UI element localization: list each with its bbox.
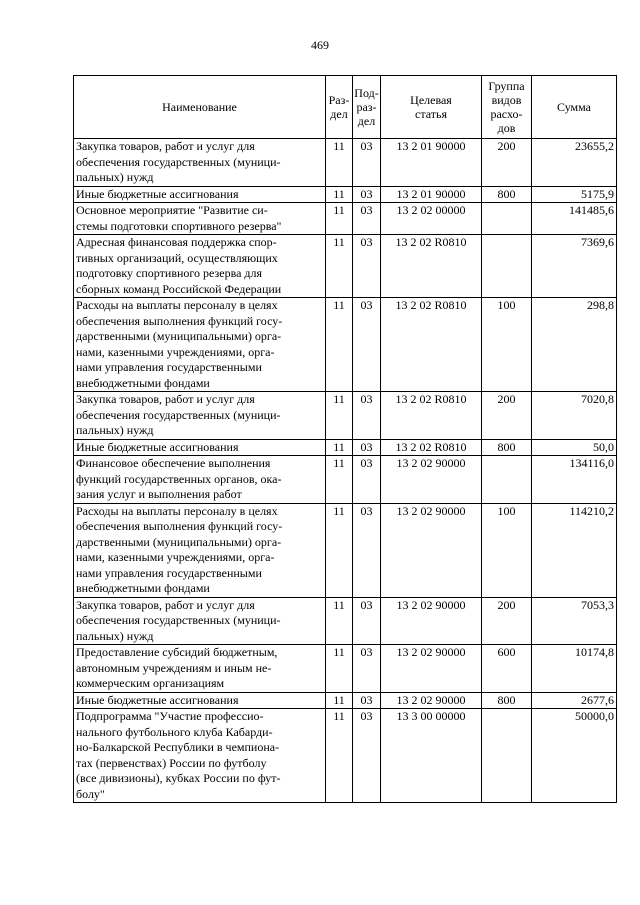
table-row [74, 186, 617, 203]
cell-amount: 298,8 [532, 298, 617, 392]
table-row [74, 692, 617, 709]
cell-amount: 23655,2 [532, 139, 617, 187]
cell-subsection: 03 [353, 456, 381, 504]
table-row [74, 235, 617, 298]
cell-section: 11 [326, 439, 353, 456]
cell-target-article: 13 3 00 00000 [381, 709, 482, 803]
cell-expense-group: 800 [482, 692, 532, 709]
cell-name: Предоставление субсидий бюджетным, автономным учреждениям и иным не- коммерческим организациям [74, 645, 326, 693]
cell-subsection: 03 [353, 503, 381, 597]
cell-target-article: 13 2 02 90000 [381, 456, 482, 504]
cell-target-article: 13 2 02 90000 [381, 597, 482, 645]
cell-expense-group: 100 [482, 298, 532, 392]
cell-name: Расходы на выплаты персоналу в целях обеспечения выполнения функций госу- дарственными (муниципальными) орга- нами, казенными учреждениями, орга- нами управления государственными внебюджетными фондами [74, 298, 326, 392]
cell-amount: 134116,0 [532, 456, 617, 504]
cell-name: Закупка товаров, работ и услуг для обеспечения государственных (муници- пальных) нужд [74, 597, 326, 645]
cell-section: 11 [326, 139, 353, 187]
cell-expense-group [482, 709, 532, 803]
cell-section: 11 [326, 203, 353, 235]
cell-expense-group: 800 [482, 439, 532, 456]
cell-subsection: 03 [353, 392, 381, 440]
cell-expense-group: 200 [482, 392, 532, 440]
cell-subsection: 03 [353, 235, 381, 298]
cell-expense-group [482, 203, 532, 235]
cell-subsection: 03 [353, 186, 381, 203]
cell-subsection: 03 [353, 692, 381, 709]
cell-amount: 10174,8 [532, 645, 617, 693]
table-row [74, 503, 617, 597]
cell-name: Основное мероприятие "Развитие си- стемы подготовки спортивного резерва" [74, 203, 326, 235]
cell-target-article: 13 2 01 90000 [381, 186, 482, 203]
cell-expense-group: 800 [482, 186, 532, 203]
cell-target-article: 13 2 02 90000 [381, 645, 482, 693]
cell-subsection: 03 [353, 439, 381, 456]
table-header-row [74, 76, 617, 139]
cell-section: 11 [326, 597, 353, 645]
cell-section: 11 [326, 456, 353, 504]
cell-expense-group [482, 235, 532, 298]
cell-section: 11 [326, 503, 353, 597]
table-row [74, 709, 617, 803]
cell-name: Иные бюджетные ассигнования [74, 692, 326, 709]
table-row [74, 439, 617, 456]
cell-section: 11 [326, 235, 353, 298]
cell-subsection: 03 [353, 139, 381, 187]
cell-amount: 2677,6 [532, 692, 617, 709]
header-name: Наименование [74, 76, 326, 139]
cell-name: Иные бюджетные ассигнования [74, 439, 326, 456]
cell-amount: 7369,6 [532, 235, 617, 298]
table-row [74, 597, 617, 645]
cell-section: 11 [326, 298, 353, 392]
cell-name: Иные бюджетные ассигнования [74, 186, 326, 203]
table-row [74, 392, 617, 440]
header-target-article: Целевая статья [381, 76, 482, 139]
cell-section: 11 [326, 645, 353, 693]
cell-section: 11 [326, 692, 353, 709]
cell-name: Расходы на выплаты персоналу в целях обеспечения выполнения функций госу- дарственными (муниципальными) орга- нами, казенными учреждениями, орга- нами управления государственными внебюджетными фондами [74, 503, 326, 597]
cell-amount: 7053,3 [532, 597, 617, 645]
cell-amount: 114210,2 [532, 503, 617, 597]
cell-target-article: 13 2 02 R0810 [381, 439, 482, 456]
table-row [74, 203, 617, 235]
cell-expense-group: 200 [482, 597, 532, 645]
table-row [74, 139, 617, 187]
cell-expense-group: 100 [482, 503, 532, 597]
cell-expense-group: 200 [482, 139, 532, 187]
cell-section: 11 [326, 186, 353, 203]
cell-target-article: 13 2 02 R0810 [381, 392, 482, 440]
cell-section: 11 [326, 392, 353, 440]
cell-subsection: 03 [353, 203, 381, 235]
cell-name: Финансовое обеспечение выполнения функций государственных органов, ока- зания услуг и выполнения работ [74, 456, 326, 504]
cell-amount: 7020,8 [532, 392, 617, 440]
cell-subsection: 03 [353, 645, 381, 693]
cell-subsection: 03 [353, 298, 381, 392]
page-number: 469 [311, 38, 329, 52]
cell-section: 11 [326, 709, 353, 803]
cell-amount: 50,0 [532, 439, 617, 456]
table-row [74, 456, 617, 504]
cell-target-article: 13 2 01 90000 [381, 139, 482, 187]
table-row [74, 298, 617, 392]
cell-amount: 50000,0 [532, 709, 617, 803]
cell-name: Подпрограмма "Участие профессио- нального футбольного клуба Кабарди- но-Балкарской Республики в чемпиона- тах (первенствах) России по футболу (все дивизионы), кубках России по фут- болу" [74, 709, 326, 803]
cell-target-article: 13 2 02 00000 [381, 203, 482, 235]
cell-target-article: 13 2 02 90000 [381, 503, 482, 597]
table-row [74, 645, 617, 693]
header-amount: Сумма [532, 76, 617, 139]
cell-target-article: 13 2 02 90000 [381, 692, 482, 709]
budget-table [73, 75, 617, 803]
cell-expense-group [482, 456, 532, 504]
cell-expense-group: 600 [482, 645, 532, 693]
cell-amount: 5175,9 [532, 186, 617, 203]
cell-name: Закупка товаров, работ и услуг для обеспечения государственных (муници- пальных) нужд [74, 139, 326, 187]
cell-subsection: 03 [353, 597, 381, 645]
cell-name: Закупка товаров, работ и услуг для обеспечения государственных (муници- пальных) нужд [74, 392, 326, 440]
cell-subsection: 03 [353, 709, 381, 803]
cell-target-article: 13 2 02 R0810 [381, 235, 482, 298]
header-expense-group: Группа видов расхо- дов [482, 76, 532, 139]
cell-target-article: 13 2 02 R0810 [381, 298, 482, 392]
header-subsection: Под- раз- дел [353, 76, 381, 139]
cell-name: Адресная финансовая поддержка спор- тивных организаций, осуществляющих подготовку спортивного резерва для сборных команд Российской Федерации [74, 235, 326, 298]
cell-amount: 141485,6 [532, 203, 617, 235]
header-section: Раз- дел [326, 76, 353, 139]
